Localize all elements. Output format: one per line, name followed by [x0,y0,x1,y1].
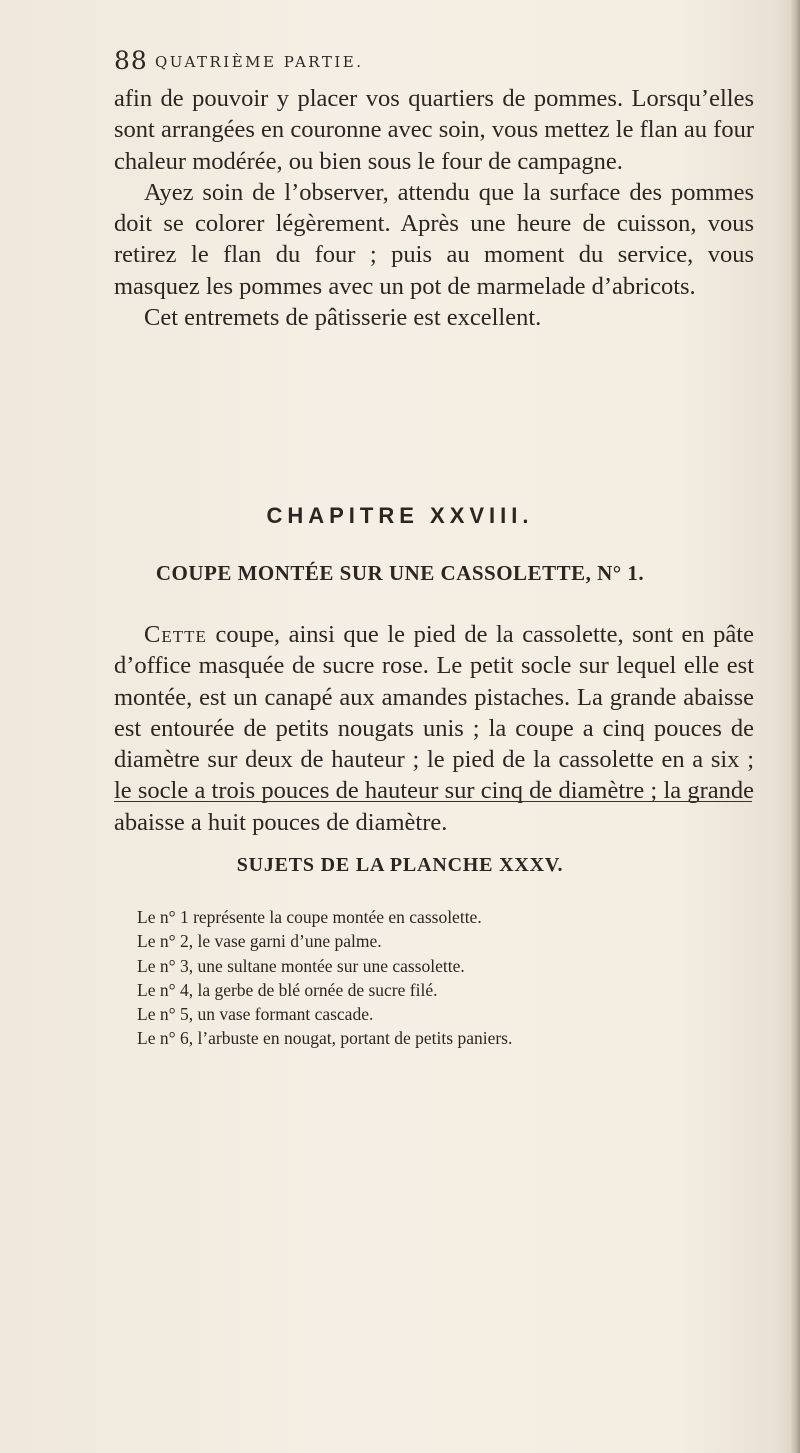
chapter-text-block [114,619,754,838]
plate-item: Le n° 5, un vase formant cascade. [137,1004,374,1025]
page-number: 88 [114,46,148,75]
paragraph-continuation: afin de pouvoir y placer vos quartiers de pommes. Lorsqu’elles sont arrangées en couronne avec soin, vous mettez le flan au four chaleur modérée, ou bien sous le four de campagne. [114,85,754,175]
section-title: COUPE MONTÉE SUR UNE CASSOLETTE, N° 1. [155,561,645,585]
plate-item: Le n° 6, l’arbuste en nougat, portant de petits paniers. [137,1028,513,1049]
plate-item: Le n° 4, la gerbe de blé ornée de sucre filé. [137,979,438,1000]
paragraph: Cet entremets de pâtisserie est excellent. [144,304,542,332]
page-header [114,46,754,86]
plate-item: Le n° 1 représente la coupe montée en cassolette. [137,907,482,927]
text-block-before-chapter [114,83,754,333]
plate-title: SUJETS DE LA PLANCHE XXXV. [236,854,564,876]
running-head: QUATRIÈME PARTIE. [155,53,364,71]
plate-item: Le n° 2, le vase garni d’une palme. [137,931,382,952]
page-edge-shadow [790,0,800,1453]
paragraph: Ayez soin de l’observer, attendu que la surface des pommes doit se colorer légèrement. Après une heure de cuisson, vous retirez le flan du four ; puis au moment du service, vous masquez les pommes avec un pot de marmelade d’abricots. [114,178,754,300]
paragraph-lead-word: Cette [144,621,207,648]
plate-item: Le n° 3, une sultane montée sur une cassolette. [137,955,465,976]
horizontal-rule [114,801,752,802]
chapter-paragraph [114,619,754,838]
paragraph-body: coupe, ainsi que le pied de la cassolette, sont en pâte d’office masquée de sucre rose. Le petit socle sur lequel elle est montée, est un canapé aux amandes pistaches. La grande abaisse est entourée de petits nougats unis ; la coupe a cinq pouces de diamètre sur deux de hauteur ; le pied de la cassolette en a six ; le socle a trois pouces de hauteur sur cinq de diamètre ; la grande abaisse a huit pouces de diamètre. [114,621,754,836]
chapter-title: CHAPITRE XXVIII. [266,503,534,528]
plate-items-list [137,905,757,1051]
